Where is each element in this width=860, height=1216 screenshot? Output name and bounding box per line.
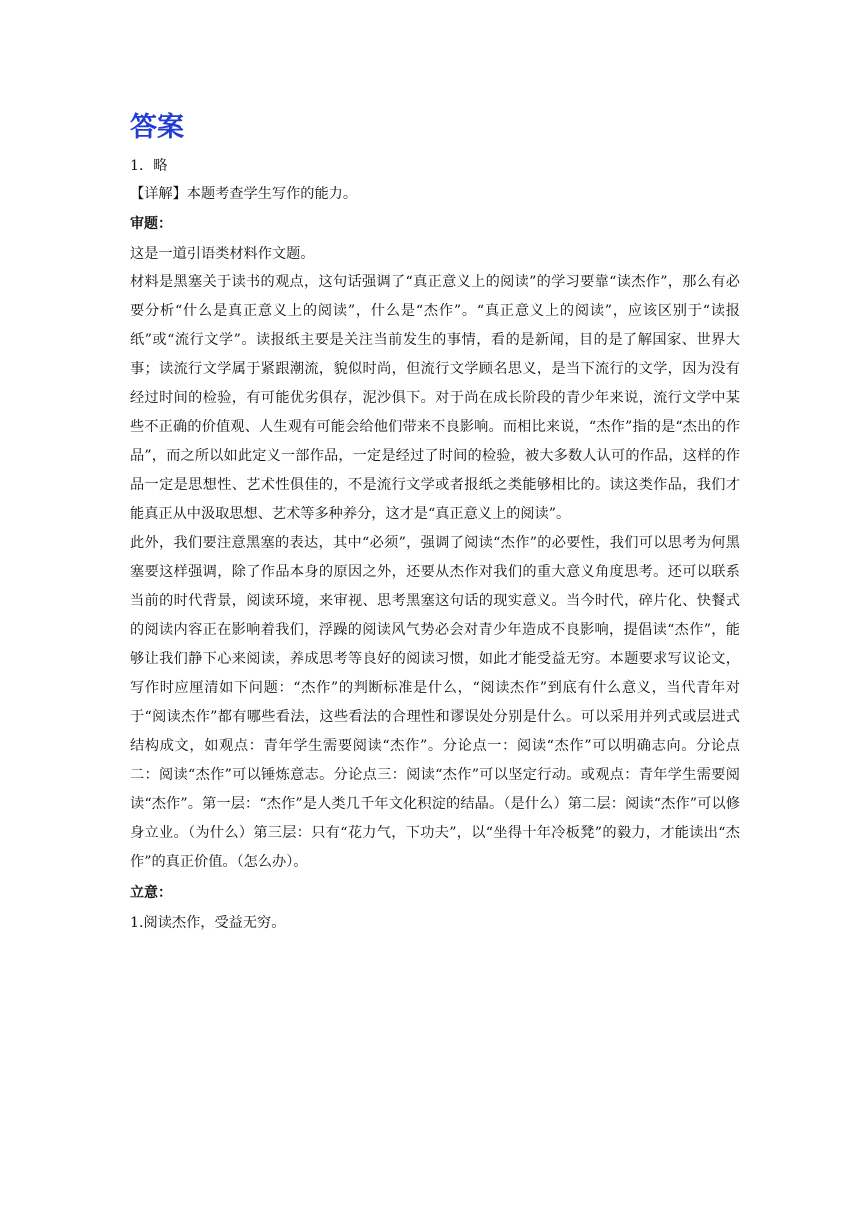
section-heading-liyi: 立意： [130,885,172,901]
detail-line: 【详解】本题考查学生写作的能力。 [130,186,358,202]
page-title: 答案 [130,112,184,143]
document-body [118,108,740,937]
paragraph-expression-analysis: 此外，我们要注意黑塞的表达，其中“必须”，强调了阅读“杰作”的必要性，我们可以思考为何黑塞要这样强调，除了作品本身的原因之外，还要从杰作对我们的重大意义角度思考。还可以联系当前的时代背景，阅读环境，来审视、思考黑塞这句话的现实意义。当今时代，碎片化、快餐式的阅读内容正在影响着我们，浮躁的阅读风气势必会对青少年造成不良影响，提倡读“杰作”，能够让我们静下心来阅读，养成思考等良好的阅读习惯，如此才能受益无穷。本题要求写议论文，写作时应厘清如下问题：“杰作”的判断标准是什么，“阅读杰作”到底有什么意义，当代青年对于“阅读杰作”都有哪些看法，这些看法的合理性和谬误处分别是什么。可以采用并列式或层进式结构成文，如观点：青年学生需要阅读“杰作”。分论点一：阅读“杰作”可以明确志向。分论点二：阅读“杰作”可以锤炼意志。分论点三：阅读“杰作”可以坚定行动。或观点：青年学生需要阅读“杰作”。第一层：“杰作”是人类几千年文化积淀的结晶。（是什么）第二层：阅读“杰作”可以修身立业。（为什么）第三层：只有“花力气，下功夫”，以“坐得十年冷板凳”的毅力，才能读出“杰作”的真正价值。（怎么办）。 [130,535,740,870]
section-heading-shenti: 审题： [130,216,172,232]
item-number: 1．略 [130,158,168,174]
liyi-item-1: 1.阅读杰作，受益无穷。 [130,915,286,931]
intro-line: 这是一道引语类材料作文题。 [130,246,315,262]
paragraph-material-analysis: 材料是黑塞关于读书的观点，这句话强调了“真正意义上的阅读”的学习要靠“读杰作”，那么有必要分析“什么是真正意义上的阅读”，什么是“杰作”。“真正意义上的阅读”，应该区别于“读报纸”或“流行文学”。读报纸主要是关注当前发生的事情，看的是新闻，目的是了解国家、世界大事；读流行文学属于紧跟潮流，貌似时尚，但流行文学顾名思义，是当下流行的文学，因为没有经过时间的检验，有可能优劣俱存，泥沙俱下。对于尚在成长阶段的青少年来说，流行文学中某些不正确的价值观、人生观有可能会给他们带来不良影响。而相比来说，“杰作”指的是“杰出的作品”，而之所以如此定义一部作品，一定是经过了时间的检验，被大多数人认可的作品，这样的作品一定是思想性、艺术性俱佳的，不是流行文学或者报纸之类能够相比的。读这类作品，我们才能真正从中汲取思想、艺术等多种养分，这才是“真正意义上的阅读”。 [130,274,740,522]
